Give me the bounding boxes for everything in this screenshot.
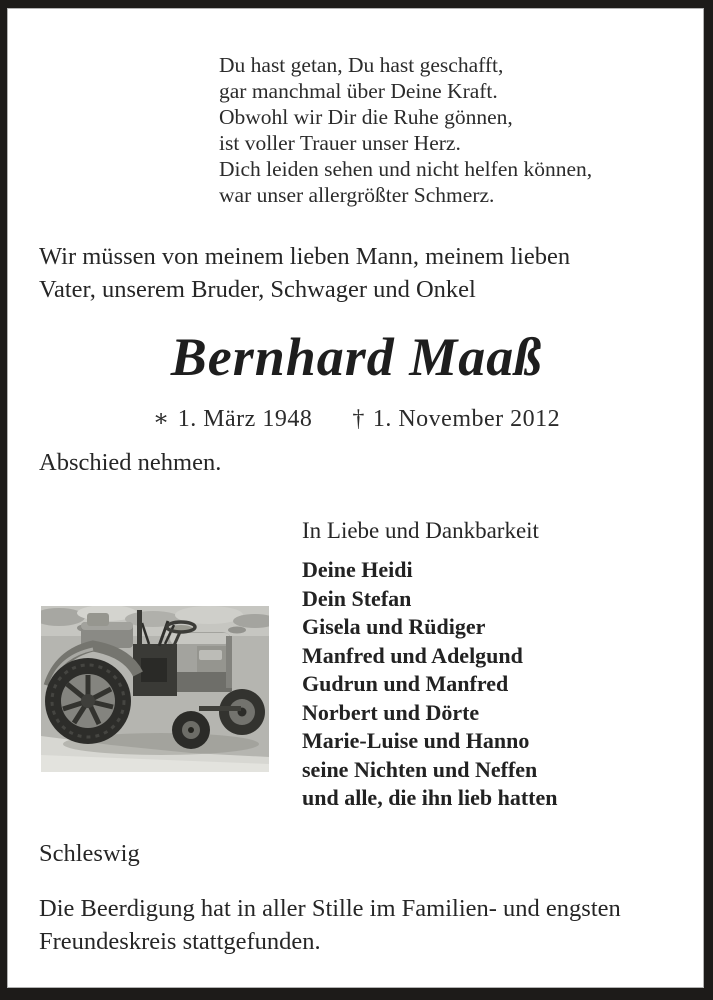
born-symbol: ∗ (152, 406, 170, 432)
poem-line: ist voller Trauer unser Herz. (219, 131, 461, 155)
closing-salutation: In Liebe und Dankbarkeit (302, 518, 539, 543)
poem-line: Du hast getan, Du hast geschafft, (219, 53, 504, 77)
poem-line: war unser allergrößter Schmerz. (219, 183, 495, 207)
mourner-line: seine Nichten und Neffen (302, 756, 538, 782)
mourner-line: Gudrun und Manfred (302, 671, 509, 696)
death-date (352, 406, 560, 432)
deceased-name: Bernhard Maaß (170, 327, 543, 387)
mourner-line: Gisela und Rüdiger (302, 614, 486, 639)
birth-date (153, 406, 312, 432)
mourner-line: Marie-Luise und Hanno (302, 728, 530, 753)
intro-paragraph (39, 240, 570, 306)
funeral-note-line: Die Beerdigung hat in aller Stille im Familien- und engsten (39, 895, 621, 922)
tractor-photo-illustration (41, 606, 269, 772)
poem-line: gar manchmal über Deine Kraft. (219, 79, 498, 103)
place-line: Schleswig (39, 840, 140, 867)
funeral-note-line: Freundeskreis stattgefunden. (39, 928, 321, 955)
mourner-line: Manfred und Adelgund (302, 642, 523, 668)
birth-date-text: 1. März 1948 (177, 406, 313, 432)
intro-line: Vater, unserem Bruder, Schwager und Onkel (39, 276, 476, 303)
funeral-note (39, 892, 621, 958)
mourner-line: und alle, die ihn lieb hatten (302, 785, 558, 810)
mourner-line: Dein Stefan (302, 585, 412, 611)
died-symbol: † (352, 406, 365, 432)
mourner-line: Norbert und Dörte (302, 699, 480, 725)
poem-line: Dich leiden sehen und nicht helfen können, (219, 157, 593, 181)
mourner-line: Deine Heidi (302, 557, 413, 582)
intro-line: Wir müssen von meinem lieben Mann, meinem lieben (39, 243, 571, 270)
memorial-poem (219, 52, 592, 208)
farewell-line: Abschied nehmen. (39, 449, 222, 476)
life-dates (0, 404, 713, 433)
tractor-photo (41, 606, 269, 772)
death-date-text: 1. November 2012 (372, 406, 561, 432)
poem-line: Obwohl wir Dir die Ruhe gönnen, (219, 105, 513, 129)
mourners-list (302, 556, 558, 813)
